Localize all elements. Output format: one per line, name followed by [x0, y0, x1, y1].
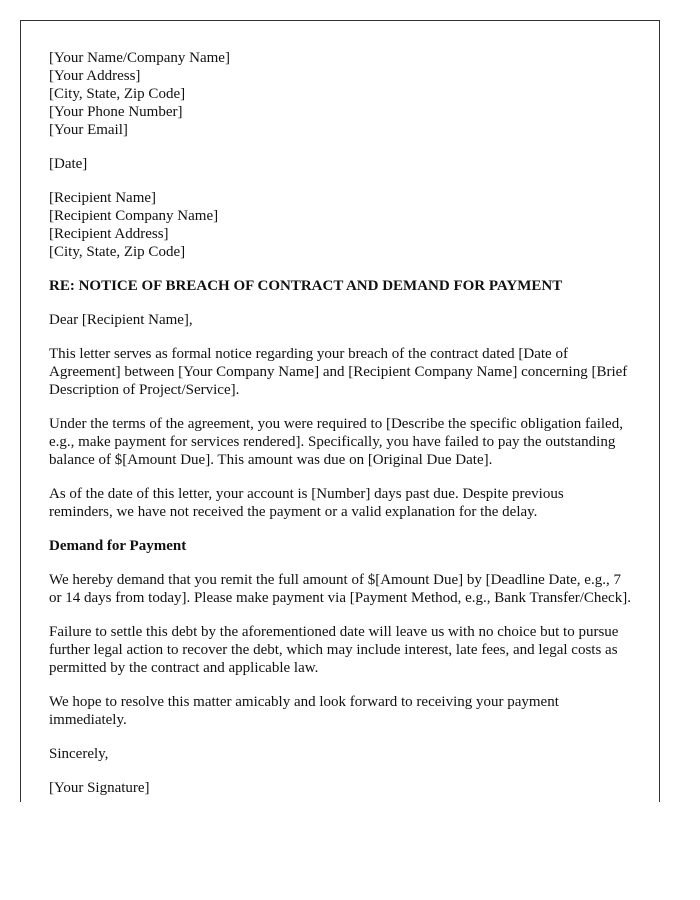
sender-email: [Your Email]: [49, 122, 128, 138]
body-paragraph: We hereby demand that you remit the full amount of $[Amount Due] by [Deadline Date, e.g., 7 or 14 days from today]. Please make payment via [Payment Method, e.g., Bank Transfer/Check].: [49, 572, 631, 606]
body-paragraph: As of the date of this letter, your account is [Number] days past due. Despite previous reminders, we have not received the payment or a valid explanation for the delay.: [49, 486, 564, 520]
body-paragraph: Failure to settle this debt by the aforementioned date will leave us with no choice but to pursue further legal action to recover the debt, which may include interest, late fees, and legal costs as permitted by the contract and applicable law.: [49, 624, 619, 676]
subject-line: RE: NOTICE OF BREACH OF CONTRACT AND DEMAND FOR PAYMENT: [49, 278, 563, 294]
sender-name: [Your Name/Company Name]: [49, 50, 230, 66]
body-paragraph: This letter serves as formal notice regarding your breach of the contract dated [Date of Agreement] between [Your Company Name] and [Recipient Company Name] concerning [Brief Description of Project/Service].: [49, 346, 628, 398]
demand-heading: Demand for Payment: [49, 538, 187, 554]
recipient-name: [Recipient Name]: [49, 190, 157, 206]
recipient-address: [Recipient Address]: [49, 226, 169, 242]
body-paragraph: We hope to resolve this matter amicably and look forward to receiving your payment immediately.: [49, 694, 559, 728]
sender-address: [Your Address]: [49, 68, 141, 84]
salutation: Dear [Recipient Name],: [49, 312, 193, 328]
letter-date: [Date]: [49, 156, 88, 172]
sender-city: [City, State, Zip Code]: [49, 86, 186, 102]
body-paragraph: Under the terms of the agreement, you were required to [Describe the specific obligation failed, e.g., make payment for services rendered]. Specifically, you have failed to pay the outstanding balance of $[Amount Due]. This amount was due on [Original Due Date].: [49, 416, 623, 468]
recipient-company: [Recipient Company Name]: [49, 208, 219, 224]
letter-page: [20, 20, 660, 802]
recipient-city: [City, State, Zip Code]: [49, 244, 186, 260]
signature: [Your Signature]: [49, 780, 150, 796]
closing: Sincerely,: [49, 746, 109, 762]
sender-block: [49, 49, 631, 139]
recipient-block: [49, 189, 631, 261]
sender-phone: [Your Phone Number]: [49, 104, 183, 120]
